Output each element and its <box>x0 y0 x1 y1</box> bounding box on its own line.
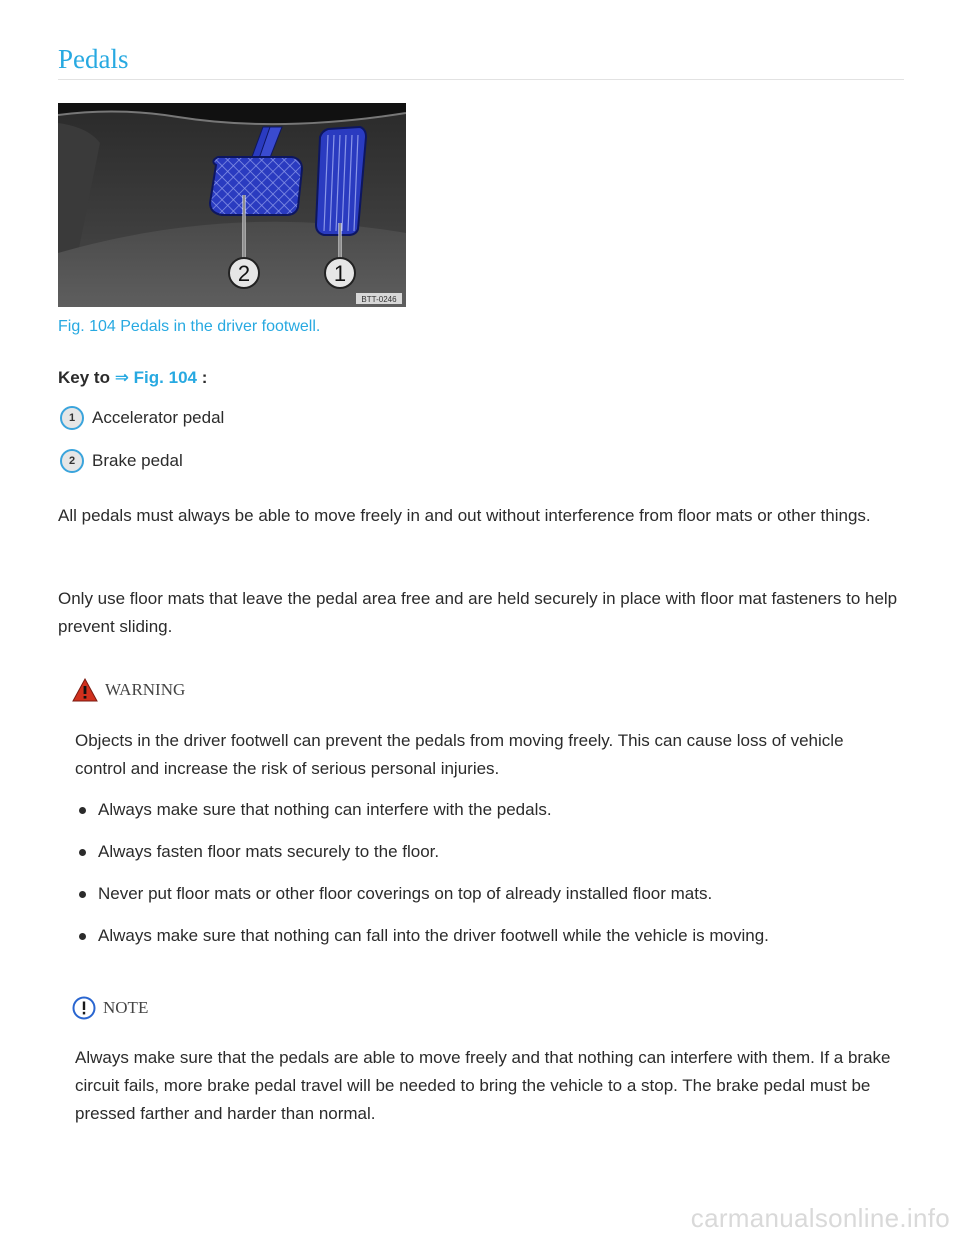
number-badge-icon: 2 <box>60 449 84 473</box>
key-suffix: : <box>201 368 208 387</box>
list-item-text: Always fasten floor mats securely to the floor. <box>98 842 440 861</box>
title-divider <box>58 79 904 80</box>
figure-link[interactable]: ⇒ Fig. 104 <box>114 368 197 387</box>
warning-list <box>75 796 895 964</box>
watermark: carmanualsonline.info <box>690 1203 950 1233</box>
callout-brake: 2 <box>237 261 251 286</box>
note-text: Always make sure that the pedals are able to move freely and that nothing can interfere with them. If a brake circuit fails, more brake pedal travel will be needed to bring the vehicle to a stop. The brake pedal must be pressed farther and harder than normal. <box>75 1048 891 1123</box>
note-label: NOTE <box>103 998 149 1017</box>
list-item <box>75 880 895 908</box>
legend-item-brake <box>60 447 183 475</box>
pedals-illustration <box>58 103 406 307</box>
bullet-icon <box>79 807 86 814</box>
pedals-figure <box>58 103 406 307</box>
warning-heading <box>72 677 185 703</box>
number-badge-icon: 1 <box>60 406 84 430</box>
exclamation-circle-icon <box>72 996 96 1020</box>
paragraph-pedals-free: All pedals must always be able to move freely in and out without interference from floor mats or other things. <box>58 506 871 525</box>
warning-text: Objects in the driver footwell can prevent the pedals from moving freely. This can cause loss of vehicle control and increase the risk of serious personal injuries. <box>75 731 844 778</box>
list-item-text: Always make sure that nothing can interfere with the pedals. <box>98 800 552 819</box>
legend-item-accelerator <box>60 404 224 432</box>
list-item <box>75 922 895 950</box>
page-title: Pedals <box>58 44 129 74</box>
list-item-text: Always make sure that nothing can fall into the driver footwell while the vehicle is moving. <box>98 926 769 945</box>
key-prefix: Key to <box>58 368 110 387</box>
legend-label: Brake pedal <box>92 451 183 470</box>
list-item-text: Never put floor mats or other floor coverings on top of already installed floor mats. <box>98 884 713 903</box>
bullet-icon <box>79 933 86 940</box>
note-heading <box>72 995 148 1021</box>
warning-triangle-icon <box>72 678 98 702</box>
bullet-icon <box>79 849 86 856</box>
paragraph-floor-mats: Only use floor mats that leave the pedal area free and are held securely in place with floor mat fasteners to help prevent sliding. <box>58 589 898 636</box>
key-heading <box>58 368 207 388</box>
list-item <box>75 838 895 866</box>
figure-caption: Fig. 104 Pedals in the driver footwell. <box>58 318 321 335</box>
warning-label: WARNING <box>105 680 186 699</box>
bullet-icon <box>79 891 86 898</box>
callout-accelerator: 1 <box>333 261 347 286</box>
list-item <box>75 796 895 824</box>
legend-label: Accelerator pedal <box>92 408 225 427</box>
figure-code: BTT-0246 <box>361 295 397 304</box>
